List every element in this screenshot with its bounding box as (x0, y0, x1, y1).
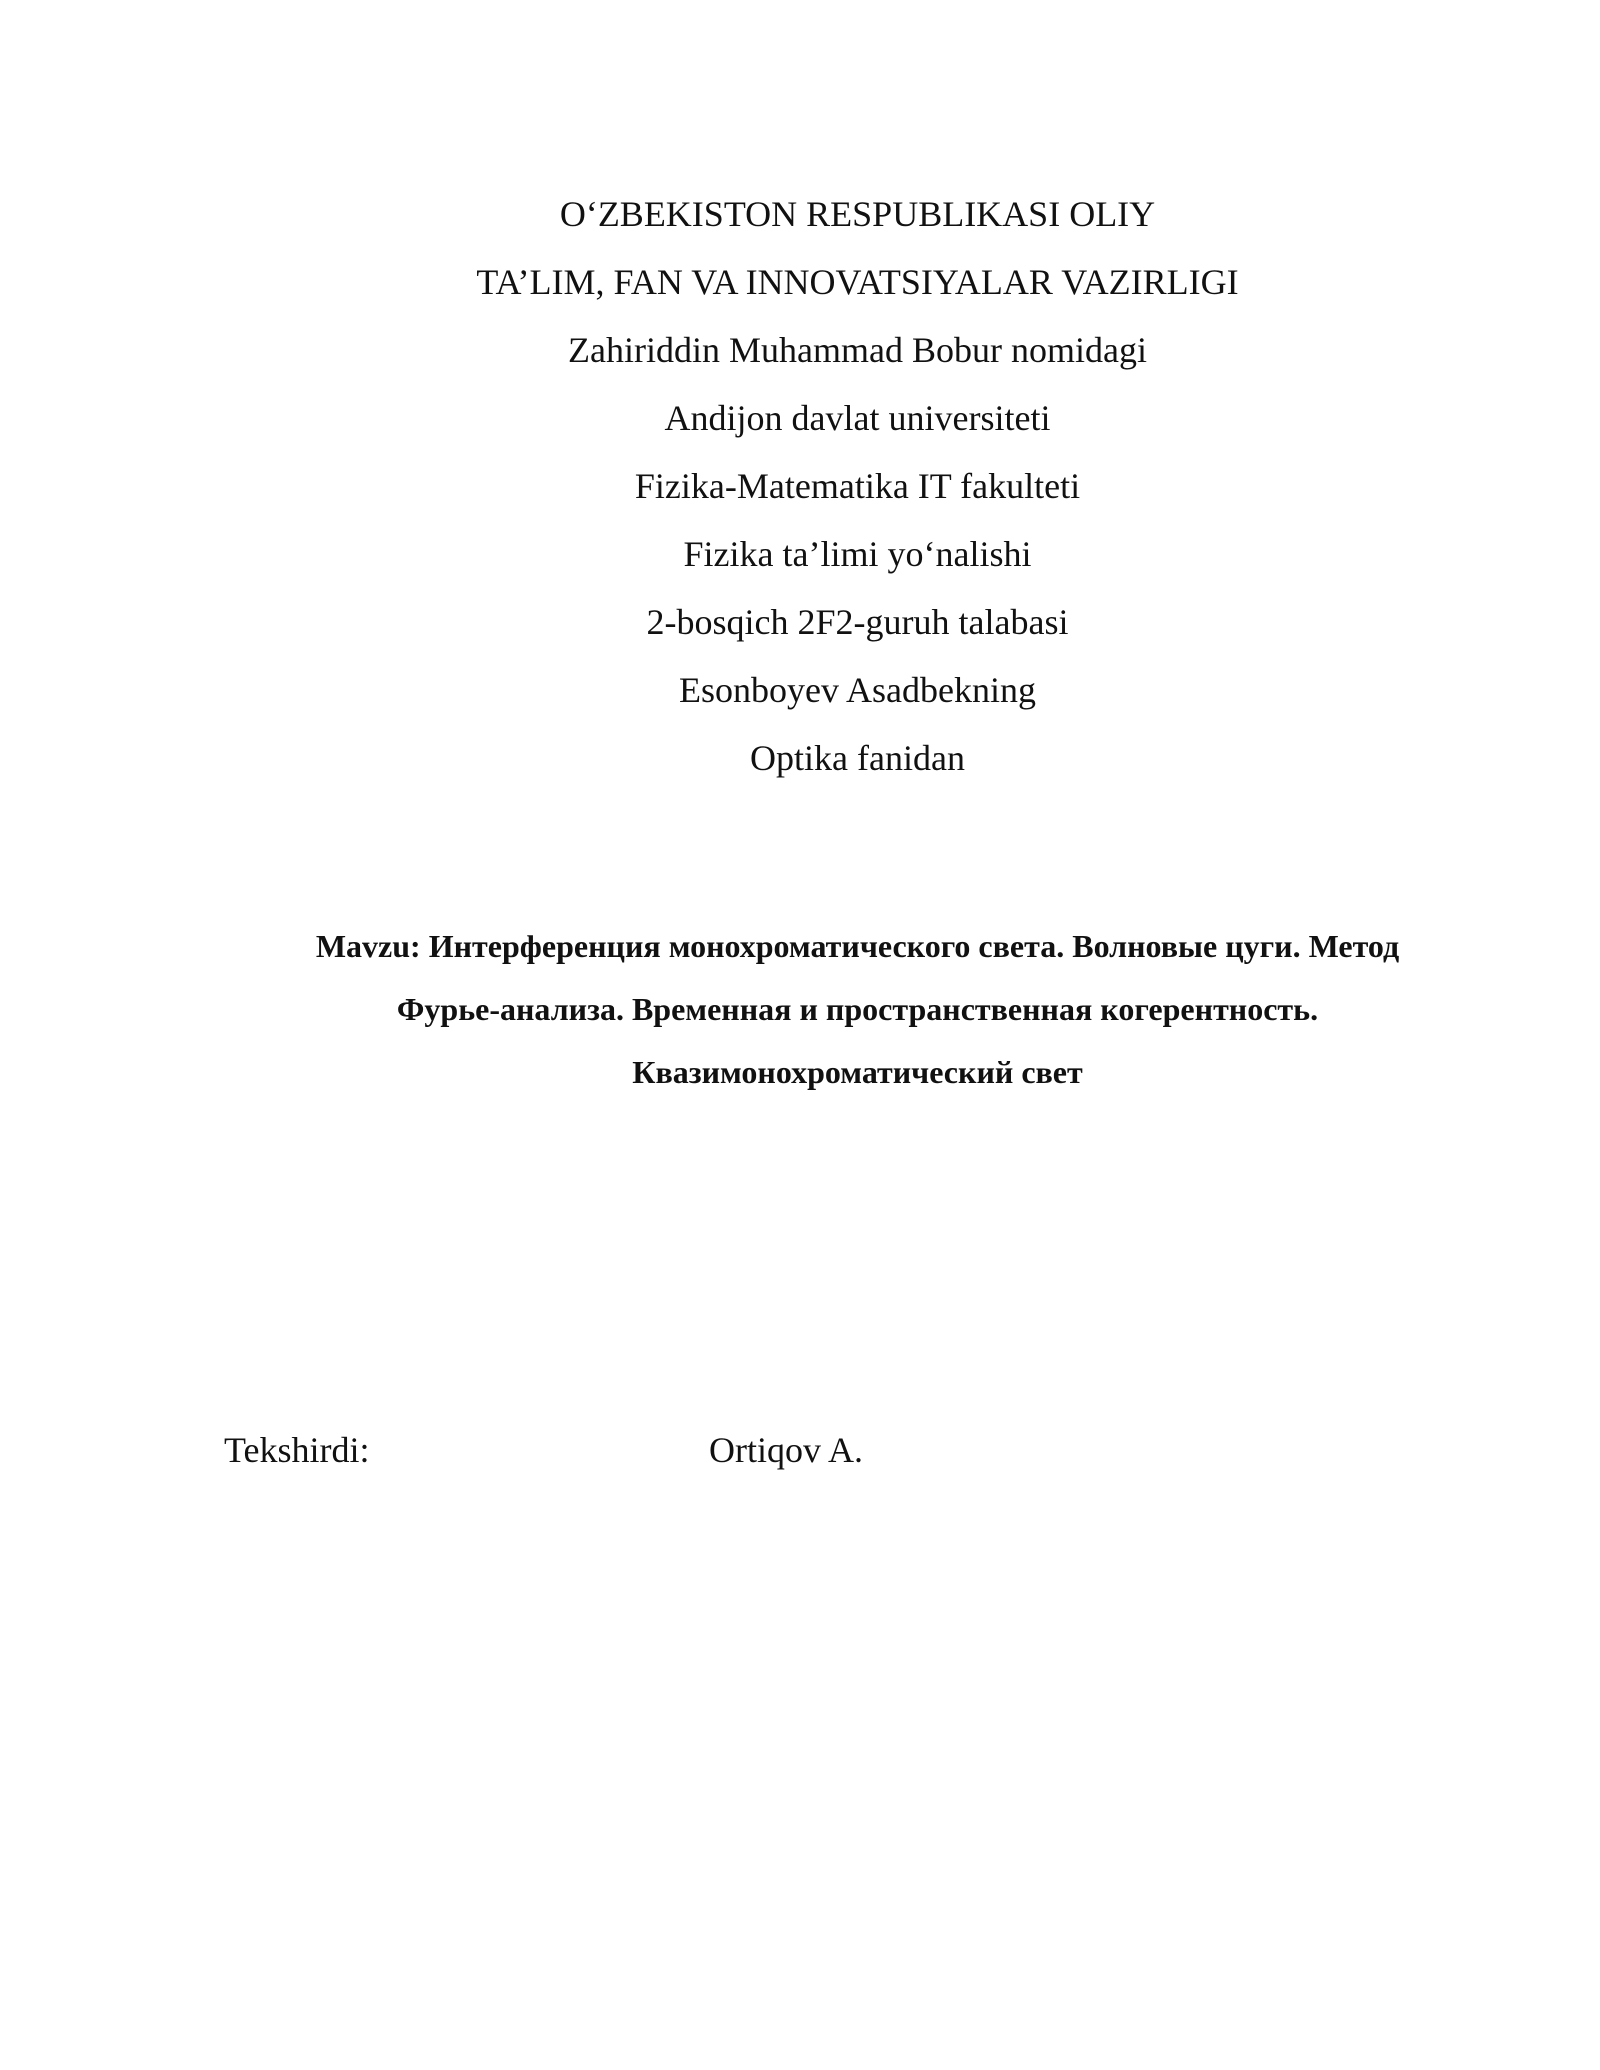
checked-by-label: Tekshirdi: (224, 1430, 370, 1470)
title-header (0, 180, 1600, 792)
university-name-line-1: Zahiriddin Muhammad Bobur nomidagi (568, 330, 1147, 370)
checker-name: Ortiqov A. (709, 1430, 864, 1470)
student-name-line: Esonboyev Asadbekning (679, 670, 1036, 710)
signature-row (0, 1420, 1600, 1480)
topic-line-1: Mavzu: Интерференция монохроматического света. Волновые цуги. Метод (315, 928, 1400, 964)
topic-block (225, 915, 1490, 1104)
university-name-line-2: Andijon davlat universiteti (664, 398, 1051, 438)
ministry-line-1: O‘ZBEKISTON RESPUBLIKASI OLIY (559, 194, 1156, 234)
department-line: Fizika ta’limi yo‘nalishi (683, 534, 1032, 574)
topic-line-2: Фурье-анализа. Временная и пространственная когерентность. (396, 991, 1319, 1027)
faculty-line: Fizika-Matematika IT fakulteti (634, 466, 1081, 506)
subject-line: Optika fanidan (750, 738, 965, 778)
student-group-line: 2-bosqich 2F2-guruh talabasi (646, 602, 1069, 642)
topic-line-3: Квазимонохроматический свет (632, 1054, 1083, 1090)
ministry-line-2: TA’LIM, FAN VA INNOVATSIYALAR VAZIRLIGI (476, 262, 1239, 302)
